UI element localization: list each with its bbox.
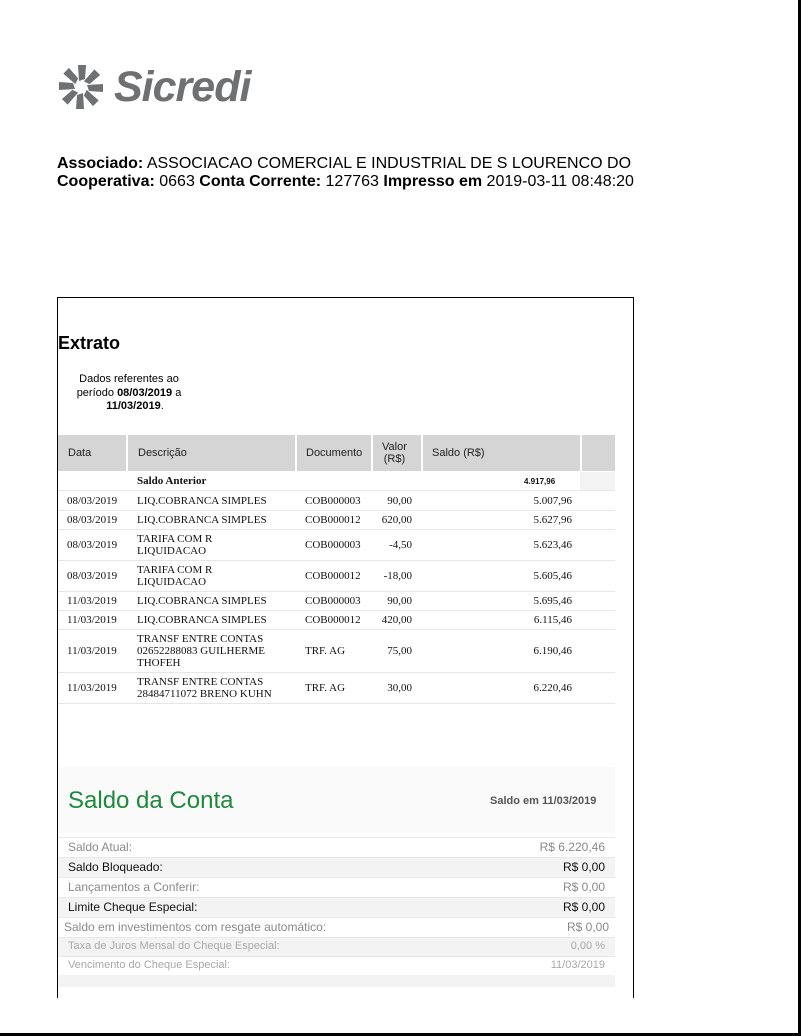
periodo-info [66, 373, 192, 414]
col-descricao: Descrição [138, 447, 187, 459]
saldo-row-taxa [58, 937, 615, 957]
row-description [137, 672, 297, 703]
row-balance: 5.605,46 [533, 569, 572, 582]
row-balance: 5.007,96 [533, 494, 572, 507]
saldo-atual-value: R$ 6.220,46 [539, 840, 605, 854]
row-description-line: LIQUIDACAO [137, 544, 207, 557]
statement-row [58, 491, 615, 511]
row-document: TRF. AG [305, 681, 346, 694]
impresso-label: Impresso em [383, 173, 483, 190]
row-value: 75,00 [387, 644, 412, 657]
row-description-line: LIQ.COBRANCA SIMPLES [137, 494, 267, 507]
limite-value: R$ 0,00 [562, 900, 605, 914]
col-valor-l1: Valor [382, 441, 407, 453]
row-description-line: 02652288083 GUILHERME [137, 644, 266, 657]
statement-row [58, 529, 615, 561]
row-description-line: LIQ.COBRANCA SIMPLES [137, 613, 267, 626]
row-description-line: TRANSF ENTRE CONTAS [137, 632, 264, 645]
statement-row [58, 629, 615, 673]
row-value: 420,00 [381, 613, 412, 626]
conta-value: 127763 [325, 173, 379, 190]
col-data: Data [68, 447, 92, 459]
saldo-row-bloqueado [58, 857, 615, 877]
vencimento-value: 11/03/2019 [550, 959, 605, 971]
statement-row [58, 672, 615, 704]
investimentos-label: Saldo em investimentos com resgate automático: [64, 920, 327, 934]
periodo-line3 [66, 400, 192, 414]
col-separator [295, 435, 297, 471]
conta-label: Conta Corrente: [199, 173, 322, 190]
associado-value: ASSOCIACAO COMERCIAL E INDUSTRIAL DE S LOURENCO DO [146, 155, 632, 172]
col-saldo: Saldo (R$) [432, 447, 485, 459]
saldo-conta-title: Saldo da Conta [68, 787, 234, 814]
saldo-row-investimentos [58, 917, 615, 937]
col-separator [371, 435, 373, 471]
sicredi-logo [56, 62, 250, 112]
row-value: 90,00 [387, 494, 412, 507]
saldo-anterior-filler [580, 472, 615, 490]
row-description [137, 560, 297, 591]
row-document: COB000003 [305, 538, 361, 551]
periodo-line1: Dados referentes ao [79, 373, 179, 385]
impresso-value: 2019-03-11 08:48:20 [486, 173, 634, 190]
periodo-mid: a [175, 386, 182, 399]
row-description-line: TRANSF ENTRE CONTAS [137, 675, 264, 688]
col-valor-l2: (R$) [383, 453, 406, 465]
saldo-anterior-row [58, 472, 615, 491]
statement-row [58, 610, 615, 630]
row-document: COB000003 [305, 594, 361, 607]
periodo-prefix: período [76, 386, 114, 399]
row-date: 11/03/2019 [67, 613, 117, 626]
saldo-conta-date: Saldo em 11/03/2019 [490, 795, 597, 807]
row-description-line: THOFEH [137, 656, 181, 669]
saldo-row-vencimento [58, 956, 615, 976]
limite-label: Limite Cheque Especial: [68, 900, 198, 914]
col-valor [382, 435, 407, 471]
vencimento-label: Vencimento do Cheque Especial: [68, 959, 231, 971]
account-header [57, 155, 634, 191]
col-separator [580, 435, 582, 471]
statement-row [58, 560, 615, 592]
extrato-title: Extrato [58, 333, 121, 353]
lancamentos-label: Lançamentos a Conferir: [68, 880, 200, 894]
row-document: COB000012 [305, 569, 361, 582]
row-balance: 6.115,46 [533, 613, 572, 626]
row-date: 08/03/2019 [67, 494, 118, 507]
row-description-line: TARIFA COM R [137, 563, 213, 576]
logo-text: Sicredi [114, 62, 251, 111]
saldo-bottom-strip [58, 975, 615, 987]
saldo-bloqueado-value: R$ 0,00 [562, 860, 605, 874]
row-date: 11/03/2019 [67, 681, 117, 694]
row-description-line: LIQ.COBRANCA SIMPLES [137, 594, 267, 607]
col-documento: Documento [306, 447, 363, 459]
statement-row [58, 510, 615, 530]
saldo-row-lancamentos [58, 877, 615, 897]
row-description [137, 529, 297, 560]
lancamentos-value: R$ 0,00 [562, 880, 605, 894]
row-date: 08/03/2019 [67, 538, 118, 551]
investimentos-value: R$ 0,00 [566, 920, 609, 934]
saldo-anterior-value: 4.917,96 [524, 476, 556, 486]
cooperativa-label: Cooperativa: [57, 173, 155, 190]
row-description-line: LIQ.COBRANCA SIMPLES [137, 513, 267, 526]
row-description [137, 610, 297, 629]
row-document: COB000012 [305, 613, 361, 626]
saldo-anterior-label: Saldo Anterior [137, 475, 207, 487]
associado-label: Associado: [57, 155, 144, 172]
associado-line [57, 155, 634, 173]
taxa-value: 0,00 % [570, 940, 605, 952]
sicredi-pinwheel-icon [56, 62, 106, 112]
saldo-row-atual [58, 837, 615, 857]
col-separator [421, 435, 423, 471]
row-description-line: LIQUIDACAO [137, 575, 207, 588]
row-balance: 6.220,46 [533, 681, 572, 694]
row-date: 11/03/2019 [67, 594, 117, 607]
row-value: -18,00 [383, 569, 412, 582]
row-balance: 6.190,46 [533, 644, 572, 657]
row-date: 08/03/2019 [67, 569, 118, 582]
row-document: TRF. AG [305, 644, 346, 657]
saldo-row-limite [58, 897, 615, 917]
row-description [137, 591, 297, 610]
row-balance: 5.623,46 [533, 538, 572, 551]
periodo-end: 11/03/2019 [106, 400, 161, 412]
row-description [137, 510, 297, 529]
statement-row [58, 591, 615, 611]
taxa-label: Taxa de Juros Mensal do Cheque Especial: [68, 940, 280, 952]
row-description [137, 491, 297, 510]
row-document: COB000003 [305, 494, 361, 507]
row-description [137, 629, 297, 672]
cooperativa-line [57, 173, 634, 191]
periodo-start: 08/03/2019 [117, 386, 173, 399]
row-date: 11/03/2019 [67, 644, 117, 657]
periodo-dot: . [160, 400, 164, 412]
row-value: 620,00 [381, 513, 412, 526]
row-value: -4,50 [389, 538, 412, 551]
periodo-line2 [66, 387, 192, 401]
row-balance: 5.695,46 [533, 594, 572, 607]
saldo-bloqueado-label: Saldo Bloqueado: [68, 860, 163, 874]
row-value: 30,00 [387, 681, 412, 694]
row-balance: 5.627,96 [533, 513, 572, 526]
row-description-line: TARIFA COM R [137, 532, 213, 545]
row-value: 90,00 [387, 594, 412, 607]
statement-table-header [58, 435, 615, 471]
saldo-atual-label: Saldo Atual: [68, 840, 133, 854]
row-document: COB000012 [305, 513, 361, 526]
row-description-line: 28484711072 BRENO KUHN [137, 687, 272, 700]
row-date: 08/03/2019 [67, 513, 118, 526]
col-separator [126, 435, 128, 471]
cooperativa-value: 0663 [159, 173, 195, 190]
